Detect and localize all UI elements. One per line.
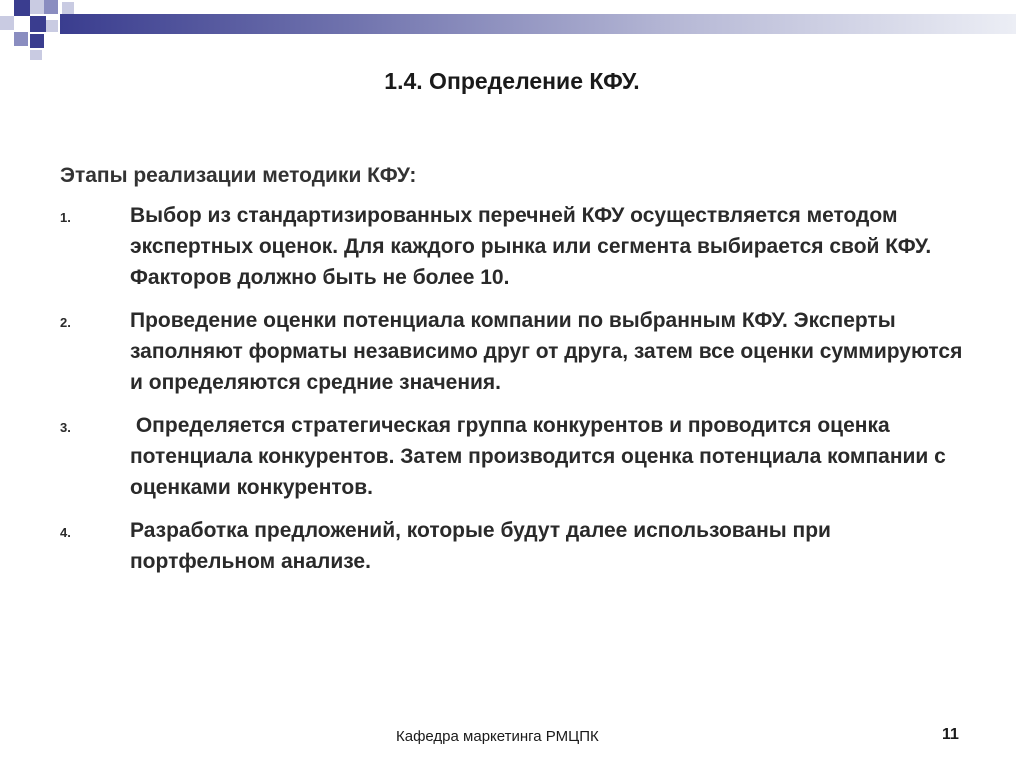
- step-number: 4.: [60, 525, 71, 540]
- list-item: [60, 410, 980, 503]
- decor-square: [14, 32, 28, 46]
- decor-square: [30, 0, 44, 14]
- list-item: [60, 200, 980, 293]
- list-item: [60, 515, 980, 577]
- slide-title: 1.4. Определение КФУ.: [384, 68, 640, 94]
- decor-square: [46, 20, 58, 32]
- step-text: Определяется стратегическая группа конкурентов и проводится оценка потенциала конкурентов. Затем производится оценка потенциала компании с оценками конкурентов.: [130, 414, 952, 499]
- steps-list: [60, 200, 980, 589]
- decor-square: [30, 34, 44, 48]
- list-item: [60, 305, 980, 398]
- page-number: 11: [942, 726, 959, 743]
- step-number: 1.: [60, 210, 71, 225]
- step-number: 3.: [60, 420, 71, 435]
- header-gradient-bar: [60, 14, 1016, 34]
- step-text: Проведение оценки потенциала компании по выбранным КФУ. Эксперты заполняют форматы независимо друг от друга, затем все оценки суммируются и определяются средние значения.: [130, 309, 963, 394]
- decor-square: [30, 16, 46, 32]
- step-text: Выбор из стандартизированных перечней КФУ осуществляется методом экспертных оценок. Для каждого рынка или сегмента выбирается свой КФУ. Факторов должно быть не более 10.: [130, 204, 932, 289]
- decor-square: [14, 0, 30, 16]
- step-number: 2.: [60, 315, 71, 330]
- decor-square: [0, 16, 14, 30]
- footer-text: Кафедра маркетинга РМЦПК: [396, 728, 599, 745]
- decor-square: [30, 50, 42, 60]
- steps-heading: Этапы реализации методики КФУ:: [60, 164, 417, 187]
- decor-square: [44, 0, 58, 14]
- decor-square: [62, 2, 74, 14]
- step-text: Разработка предложений, которые будут далее использованы при портфельном анализе.: [130, 519, 831, 573]
